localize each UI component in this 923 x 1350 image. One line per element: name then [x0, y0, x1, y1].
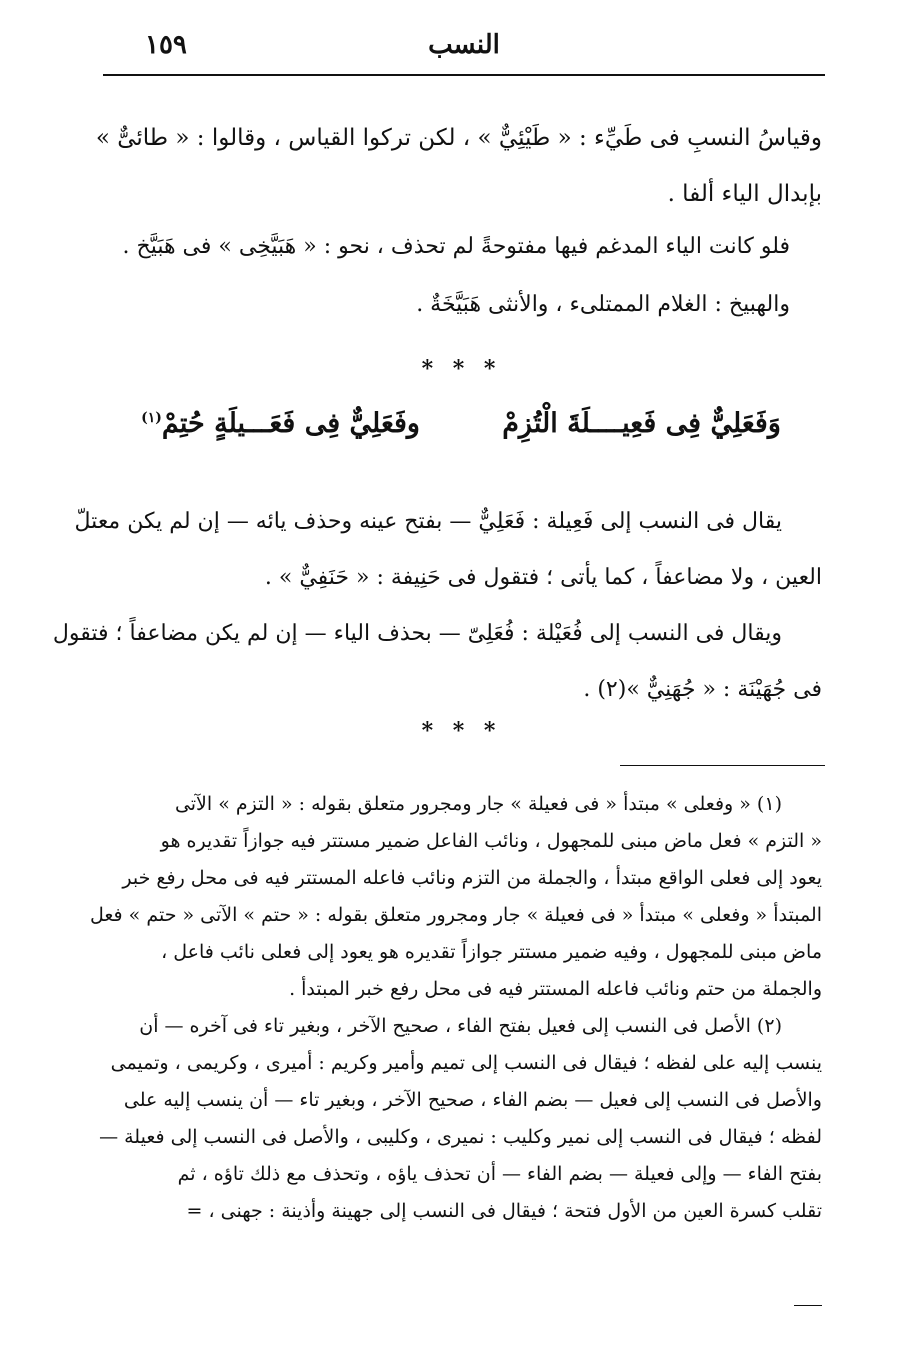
footnote-line: (١) « وفعلى » مبتدأ « فى فعيلة » جار ومجرور متعلق بقوله : « التزم » الآتى	[174, 793, 782, 815]
page-header	[103, 22, 825, 76]
page-title: النسب	[428, 30, 500, 60]
text-line: يقال فى النسب إلى فَعِيلة : فَعَلِيٌّ — بفتح عينه وحذف يائه — إن لم يكن معتلّ	[74, 509, 782, 534]
footnotes	[89, 786, 822, 1230]
paragraph-faila	[52, 494, 822, 718]
paragraph-tayyi	[95, 110, 822, 222]
verse-hemistich-first: وَفَعَلِيٌّ فِى فَعِيــــلَةَ الْتُزِمْ	[502, 408, 781, 439]
section-separator: * * *	[421, 356, 502, 382]
text-line: وقياسُ النسبِ فى طَيِّء : « طَيْئِيٌّ » ، لكن تركوا القياس ، وقالوا : « طائىٌّ »	[95, 125, 822, 151]
footnote-ref: (١)	[141, 410, 162, 426]
footnote-line: تقلب كسرة العين من الأول فتحة ؛ فيقال فى النسب إلى جهينة وأذينة : جهنى ، =	[186, 1200, 822, 1222]
footnote-line: والجملة من حتم ونائب فاعله المستتر فيه فى محل رفع خبر المبتدأ .	[289, 978, 822, 1000]
footnote-line: والأصل فى النسب إلى فعيل — بضم الفاء ، صحيح الآخر ، وبغير تاء — أن ينسب إليه على	[123, 1089, 822, 1111]
footnote-line: بفتح الفاء — وإلى فعيلة — بضم الفاء — أن تحذف ياؤه ، وتحذف مع ذلك تاؤه ، ثم	[177, 1163, 822, 1185]
footnote-line: ينسب إليه على لفظه ؛ فيقال فى النسب إلى تميم وأمير وكريم : أميرى ، وكريمى ، وتميمى	[110, 1052, 822, 1074]
footnote-line: لفظه ؛ فيقال فى النسب إلى نمير وكليب : نميرى ، وكليبى ، والأصل فى النسب إلى فعيلة —	[99, 1126, 822, 1148]
footnote-line: (٢) الأصل فى النسب إلى فعيل بفتح الفاء ، صحيح الآخر ، وبغير تاء فى آخره — أن	[139, 1015, 782, 1037]
text-line: بإبدال الياء ألفا .	[667, 181, 822, 207]
continuation-mark	[794, 1305, 822, 1306]
footnote-line: ماض مبنى للمجهول ، وفيه ضمير مستتر جوازاً تقديره هو يعود إلى فعلى نائب فاعل ،	[161, 941, 822, 963]
verse-hemistich-second: وفَعَلِيٌّ فِى فَعَـــيلَةٍ حُتِمْ$^{(١)}$	[141, 408, 420, 439]
section-separator: * * *	[421, 718, 502, 744]
footnote-divider	[620, 765, 825, 766]
text-line: فى جُهَيْنَة : « جُهَنِيٌّ »(٢) .	[583, 677, 822, 702]
footnote-line: « التزم » فعل ماض مبنى للمجهول ، ونائب الفاعل ضمير مستتر فيه جوازاً تقديره هو	[160, 830, 822, 852]
verse	[100, 408, 822, 439]
footnote-line: يعود إلى فعلى الواقع مبتدأ ، والجملة من التزم ونائب فاعله المستتر فيه فى محل رفع خبر	[122, 867, 822, 889]
page-number: ١٥٩	[145, 30, 187, 60]
text-line: فلو كانت الياء المدغم فيها مفتوحةً لم تحذف ، نحو : « هَبَيَّخِى » فى هَبَيَّخ .	[122, 234, 790, 259]
text-line: ويقال فى النسب إلى فُعَيْلة : فُعَلِىّ — بحذف الياء — إن لم يكن مضاعفاً ؛ فتقول	[52, 621, 782, 646]
paragraph-habayyakh	[122, 218, 790, 334]
footnote-line: المبتدأ « وفعلى » مبتدأ « فى فعيلة » جار ومجرور متعلق بقوله : « حتم » الآتى « حتم » فعل	[89, 904, 822, 926]
text-line: والهبيخ : الغلام الممتلىء ، والأنثى هَبَيَّخَةٌ .	[416, 292, 790, 317]
text-line: العين ، ولا مضاعفاً ، كما يأتى ؛ فتقول فى حَنِيفة : « حَنَفِيٌّ » .	[264, 565, 822, 590]
